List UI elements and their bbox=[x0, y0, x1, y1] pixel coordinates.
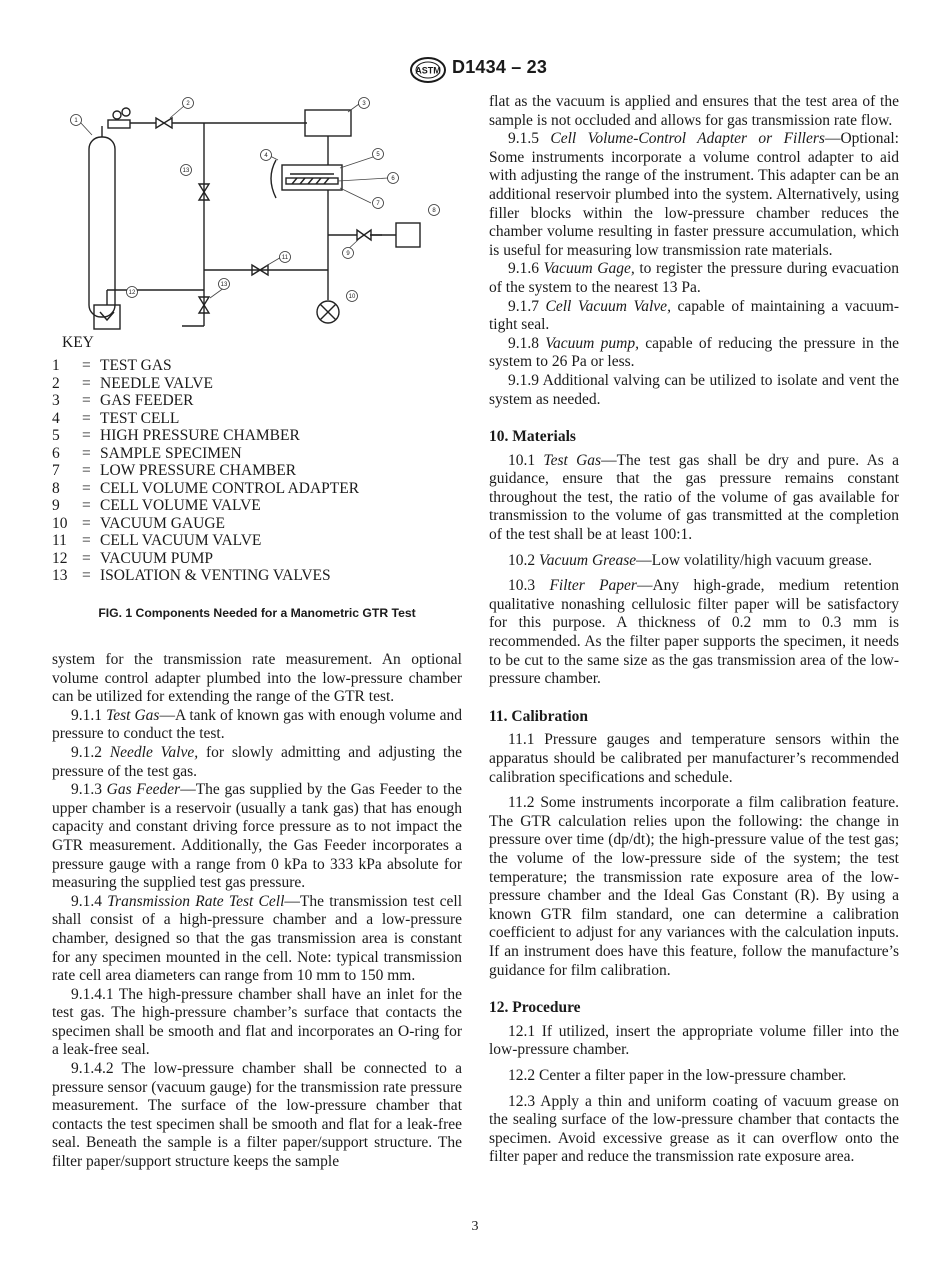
paragraph-9-1-6: 9.1.6 Vacuum Gage, to register the pressure during evacuation of the system to the nearest 13 Pa. bbox=[489, 260, 899, 296]
cell-volume-valve-icon bbox=[357, 230, 371, 240]
callout-1: 1 bbox=[74, 118, 78, 125]
paragraph-11-2: 11.2 Some instruments incorporate a film calibration feature. The GTR calculation relies upon the following: the change in pressure over time (dp/dt); the high-pressure value of the test gas; the volume of the low-pressure side of the system; the test temperature; the transmission rate exposure area of the low-pressure chamber and the Ideal Gas Constant (R). By using a known GTR film standard, one can determine a calibration coefficient to adjust for any variances with the calculation inputs. If an instrument does have this feature, follow the manufacture’s guidance for film calibration. bbox=[489, 794, 899, 979]
document-designation: D1434 – 23 bbox=[452, 57, 548, 77]
manometric-gtr-schematic bbox=[52, 90, 436, 340]
astm-logo-text: ASTM bbox=[415, 65, 441, 76]
paragraph-9-1-8: 9.1.8 Vacuum pump, capable of reducing the pressure in the system to 26 Pa or less. bbox=[489, 334, 900, 371]
right-text-column bbox=[489, 93, 899, 1167]
callout-10: 10 bbox=[348, 294, 356, 301]
key-row: 3 = GAS FEEDER bbox=[52, 392, 194, 409]
key-row: 12 = VACUUM PUMP bbox=[52, 549, 213, 567]
callout-11: 11 bbox=[281, 255, 289, 262]
paragraph-9-1-4: 9.1.4 Transmission Rate Test Cell—The transmission test cell shall consist of a high-pressure chamber and a low-pressure chamber, designed so that the gas transmission area is constant for any specimen mounted in the cell. Note: typical transmission rate cell area diameters can range from 10 mm to 150 mm. bbox=[52, 892, 463, 985]
callout-13-upper: 13 bbox=[182, 168, 190, 175]
paragraph-11-1: 11.1 Pressure gauges and temperature sensors within the apparatus should be calibrated per manufacturer’s recommended calibration specifications and schedule. bbox=[489, 731, 899, 786]
paragraph-12-2: 12.2 Center a filter paper in the low-pressure chamber. bbox=[508, 1066, 847, 1084]
paragraph-9-1-4-1: 9.1.4.1 The high-pressure chamber shall have an inlet for the test gas. The high-pressure chamber’s surface that contacts the specimen shall be smooth and flat and incorporates an O-ring for a leak-free seal. bbox=[52, 985, 462, 1059]
regulator-gauge-icon bbox=[122, 108, 130, 116]
key-row: 6 = SAMPLE SPECIMEN bbox=[52, 444, 242, 462]
callout-2: 2 bbox=[186, 101, 190, 108]
cell-volume-control-adapter bbox=[370, 215, 430, 265]
section-heading-materials: 10. Materials bbox=[489, 428, 576, 446]
paragraph-10-2: 10.2 Vacuum Grease—Low volatility/high vacuum grease. bbox=[508, 551, 873, 569]
left-text-column bbox=[52, 651, 462, 1172]
key-row: 7 = LOW PRESSURE CHAMBER bbox=[52, 462, 297, 479]
paragraph-9-1-4-2: 9.1.4.2 The low-pressure chamber shall be connected to a pressure sensor (vacuum gauge) for the transmission rate pressure measurement. The surface of the low-pressure chamber that contacts the test specimen shall be smooth and flat for a leak-free seal. Beneath the sample is a filter paper/support structure. The filter paper/support structure keeps the sample bbox=[52, 1060, 462, 1171]
key-row: 8 = CELL VOLUME CONTROL ADAPTER bbox=[52, 479, 360, 497]
callout-8: 8 bbox=[432, 208, 436, 215]
key-row: 10 = VACUUM GAUGE bbox=[52, 514, 226, 532]
page-header bbox=[0, 56, 950, 84]
key-row: 2 = NEEDLE VALVE bbox=[52, 374, 213, 392]
key-row: 4 = TEST CELL bbox=[52, 409, 180, 427]
gas-feeder-box bbox=[305, 110, 351, 136]
callout-9: 9 bbox=[346, 251, 350, 258]
callout-3: 3 bbox=[362, 101, 366, 108]
regulator-gauge-icon bbox=[113, 111, 121, 119]
figure-key-title: KEY bbox=[62, 334, 94, 351]
callout-5: 5 bbox=[376, 152, 380, 159]
paragraph-10-3: 10.3 Filter Paper—Any high-grade, medium retention qualitative nonashing cellulosic filter paper will be satisfactory for this purpose. A thickness of 0.2 mm to 0.3 mm is recommended. As the filter paper supports the specimen, it needs to be cut to the same size as the gas transmission area of the low-pressure chamber. bbox=[489, 577, 899, 688]
key-row: 9 = CELL VOLUME VALVE bbox=[52, 497, 261, 514]
callout-4: 4 bbox=[264, 153, 268, 160]
paragraph-12-3: 12.3 Apply a thin and uniform coating of vacuum grease on the sealing surface of the low-pressure chamber that contacts the specimen. Avoid excessive grease as it can overflow onto the filter paper and reduce the transmission rate exposure area. bbox=[489, 1092, 899, 1166]
key-row: 13 = ISOLATION & VENTING VALVES bbox=[52, 567, 331, 584]
key-row: 1 = TEST GAS bbox=[52, 357, 172, 374]
section-heading-calibration: 11. Calibration bbox=[489, 707, 589, 725]
paragraph-continuation: system for the transmission rate measurement. An optional volume control adapter plumbed into the low-pressure chamber can be utilized for extending the range of the GTR test. bbox=[52, 651, 462, 706]
needle-valve-icon bbox=[156, 118, 172, 128]
paragraph-9-1-9: 9.1.9 Additional valving can be utilized to isolate and vent the system as needed. bbox=[489, 371, 899, 408]
paragraph-9-1-7: 9.1.7 Cell Vacuum Valve, capable of maintaining a vacuum-tight seal. bbox=[489, 297, 899, 334]
paragraph-12-1: 12.1 If utilized, insert the appropriate volume filler into the low-pressure chamber. bbox=[489, 1022, 899, 1059]
figure-key-list bbox=[52, 357, 452, 585]
callout-13-lower: 13 bbox=[220, 282, 228, 289]
key-row: 5 = HIGH PRESSURE CHAMBER bbox=[52, 427, 300, 444]
paragraph-continuation: flat as the vacuum is applied and ensures that the test area of the sample is not occluded and allows for gas transmission rate flow. bbox=[489, 93, 899, 129]
callout-6: 6 bbox=[391, 176, 395, 183]
page-number: 3 bbox=[471, 1219, 479, 1234]
section-heading-procedure: 12. Procedure bbox=[489, 999, 581, 1017]
paragraph-10-1: 10.1 Test Gas—The test gas shall be dry and pure. As a guidance, ensure that the gas pressure remains constant throughout the test, the ratio of the volume of gas available for transmission to the volume of gas transmitted at the completion of the test shall be at least 100:1. bbox=[489, 451, 899, 544]
callout-7: 7 bbox=[376, 201, 380, 208]
paragraph-9-1-5: 9.1.5 Cell Volume-Control Adapter or Fillers—Optional: Some instruments incorporate a volume control adapter to aid with adjusting the range of the instrument. This adapter can be an additional reservoir plumbed into the system. Alternatively, using filler blocks within the low-pressure chamber reduces the chamber volume resulting in faster pressure accumulation, which is useful for measuring low transmission rate materials. bbox=[489, 130, 899, 259]
figure-caption: FIG. 1 Components Needed for a Manometric GTR Test bbox=[98, 606, 416, 620]
key-row: 11 = CELL VACUUM VALVE bbox=[52, 532, 262, 549]
paragraph-9-1-3: 9.1.3 Gas Feeder—The gas supplied by the Gas Feeder to the upper chamber is a reservoir (usually a tank gas) that has enough capacity and constant driving force pressure as to not impact the GTR measurement. Additionally, the Gas Feeder incorporates a pressure gauge with a range from 0 kPa to 333 kPa absolute for measuring the supplied test gas pressure. bbox=[52, 781, 462, 892]
callout-12: 12 bbox=[128, 290, 136, 297]
paragraph-9-1-1: 9.1.1 Test Gas—A tank of known gas with enough volume and pressure to conduct the test. bbox=[52, 706, 462, 743]
paragraph-9-1-2: 9.1.2 Needle Valve, for slowly admitting and adjusting the pressure of the test gas. bbox=[52, 743, 462, 780]
astm-logo bbox=[408, 56, 448, 84]
